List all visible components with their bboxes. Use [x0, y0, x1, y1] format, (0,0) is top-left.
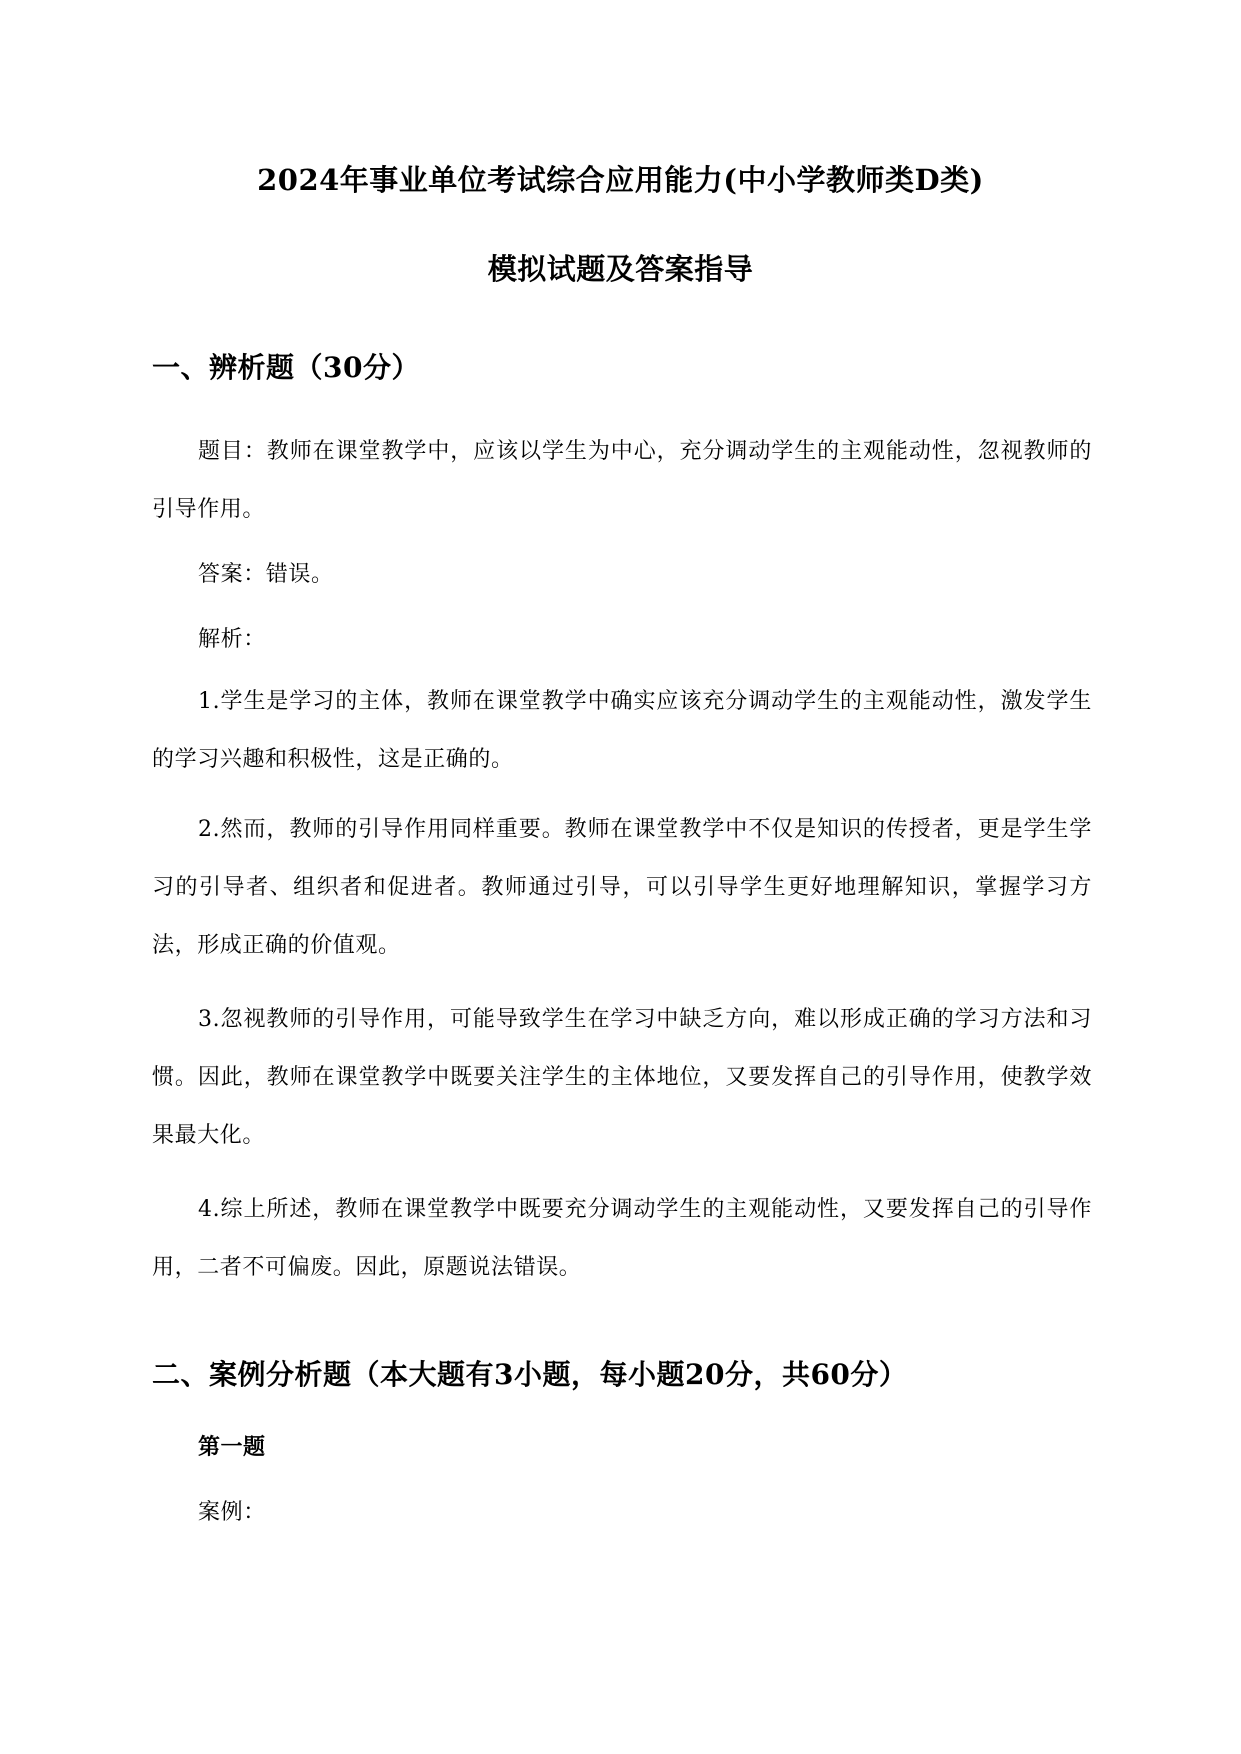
- analysis-point-4: 4.综上所述，教师在课堂教学中既要充分调动学生的主观能动性，又要发挥自己的引导作用，二者不可偏废。因此，原题说法错误。: [152, 1197, 1092, 1280]
- section-1-heading: 一、辨析题（30分）: [152, 351, 420, 384]
- document-title-line-1: 2024年事业单位考试综合应用能力(中小学教师类D类): [257, 163, 984, 197]
- section-2-heading: 二、案例分析题（本大题有3小题，每小题20分，共60分）: [152, 1358, 908, 1391]
- document-title-line-2: 模拟试题及答案指导: [487, 252, 754, 286]
- analysis-point-3: 3.忽视教师的引导作用，可能导致学生在学习中缺乏方向，难以形成正确的学习方法和习惯。因此，教师在课堂教学中既要关注学生的主体地位，又要发挥自己的引导作用，使教学效果最大化。: [152, 1007, 1092, 1148]
- answer-line: 答案：错误。: [198, 562, 334, 587]
- question-paragraph: 题目：教师在课堂教学中，应该以学生为中心，充分调动学生的主观能动性，忽视教师的引导作用。: [152, 439, 1092, 522]
- analysis-point-2: 2.然而，教师的引导作用同样重要。教师在课堂教学中不仅是知识的传授者，更是学生学习的引导者、组织者和促进者。教师通过引导，可以引导学生更好地理解知识，掌握学习方法，形成正确的价值观。: [152, 817, 1092, 958]
- analysis-point-1: 1.学生是学习的主体，教师在课堂教学中确实应该充分调动学生的主观能动性，激发学生的学习兴趣和积极性，这是正确的。: [152, 689, 1092, 772]
- analysis-label: 解析：: [198, 627, 266, 652]
- question-1-heading: 第一题: [198, 1434, 266, 1460]
- case-label: 案例：: [198, 1500, 266, 1525]
